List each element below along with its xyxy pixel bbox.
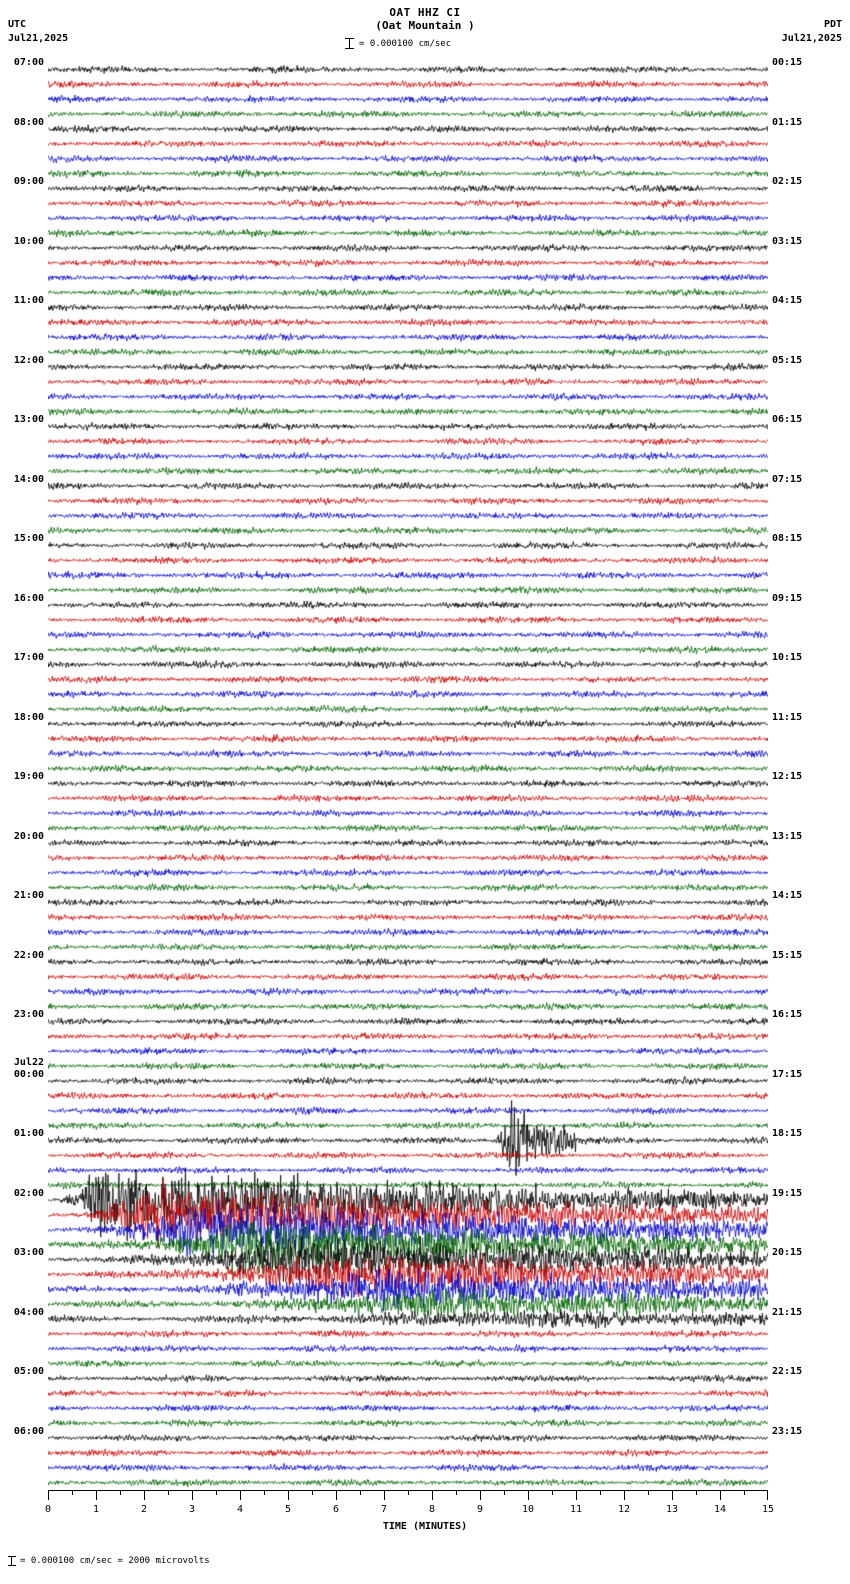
x-axis-tick-label: 2 [140,1504,148,1515]
right-date-label: Jul21,2025 [781,33,842,44]
left-time-axis [0,57,46,1490]
station-title: OAT HHZ CI [389,6,461,19]
x-axis-tick [528,1490,529,1500]
x-axis-tick [384,1490,385,1500]
x-axis-tick-label: 12 [617,1504,631,1515]
left-time-label: 03:00 [13,1247,44,1258]
right-time-label: 12:15 [772,771,803,782]
right-time-label: 06:15 [772,414,803,425]
x-axis-tick-label: 9 [476,1504,484,1515]
x-axis-tick [120,1490,121,1495]
left-time-label: 05:00 [13,1366,44,1377]
x-axis-ticks [48,1490,768,1504]
scale-bar-icon [345,38,354,49]
x-axis-tick [336,1490,337,1500]
x-axis-tick [48,1490,49,1500]
right-time-label: 14:15 [772,890,803,901]
x-axis-tick [288,1490,289,1500]
footer-scale-bar-icon [8,1556,16,1566]
x-axis-tick-label: 0 [44,1504,52,1515]
right-time-label: 04:15 [772,295,803,306]
x-axis-tick [216,1490,217,1495]
x-axis-tick-label: 1 [92,1504,100,1515]
x-axis-tick [672,1490,673,1500]
left-timezone-block [8,18,68,46]
station-name: (Oat Mountain ) [375,19,475,32]
left-time-label: 10:00 [13,235,44,247]
right-time-label: 10:15 [772,652,803,663]
left-time-label: 15:00 [13,533,44,544]
seismogram-plot [48,62,768,1490]
x-axis-tick-label: 7 [380,1504,388,1515]
footer-scale-text: = 0.000100 cm/sec = 2000 microvolts [20,1556,210,1566]
x-axis-tick [600,1490,601,1495]
left-time-label: 17:00 [13,652,44,663]
right-time-axis [770,57,840,1490]
left-time-label: 14:00 [13,473,44,485]
x-axis-tick-label: 13 [665,1504,679,1515]
x-axis-tick [432,1490,433,1500]
left-time-label: 22:00 [13,949,44,961]
left-time-label: 07:00 [13,57,44,68]
scale-legend [345,38,451,49]
right-time-label: 07:15 [772,473,803,485]
chart-header [0,6,850,32]
left-time-label: 18:00 [13,711,44,723]
left-time-label: 00:00 [13,1068,44,1080]
left-time-label: 08:00 [13,116,44,128]
x-axis-tick [744,1490,745,1495]
left-time-label: 20:00 [13,830,44,842]
x-axis-tick [720,1490,721,1500]
x-axis-tick-label: 3 [188,1504,196,1515]
x-axis-tick [408,1490,409,1495]
x-axis-tick [767,1490,768,1500]
x-axis-tick [312,1490,313,1495]
x-axis-tick-label: 10 [521,1504,535,1515]
scale-legend-text: = 0.000100 cm/sec [359,38,452,49]
x-axis-tick [96,1490,97,1500]
x-axis-tick-label: 15 [761,1504,775,1515]
right-timezone-label: PDT [823,19,842,30]
right-time-label: 13:15 [772,830,803,842]
right-time-label: 18:15 [772,1128,803,1139]
x-axis-tick [264,1490,265,1495]
left-time-label: 12:00 [13,354,44,366]
left-time-label: 19:00 [13,771,44,782]
footer-scale [8,1556,210,1566]
x-axis-tick [360,1490,361,1495]
right-time-label: 08:15 [772,533,803,544]
x-axis-tick [168,1490,169,1495]
right-timezone-block [782,18,842,46]
x-axis-tick-label: 11 [569,1504,583,1515]
x-axis-title: TIME (MINUTES) [382,1521,468,1532]
x-axis-tick [696,1490,697,1495]
left-timezone-label: UTC [8,19,27,30]
left-date-label: Jul21,2025 [8,33,69,44]
x-axis-tick [648,1490,649,1495]
right-time-label: 00:15 [772,57,803,68]
left-time-label: 04:00 [13,1306,44,1318]
left-time-label: 23:00 [13,1009,44,1020]
right-time-label: 09:15 [772,592,803,604]
right-time-label: 23:15 [772,1425,803,1437]
right-time-label: 11:15 [772,711,803,723]
x-axis-tick [480,1490,481,1500]
x-axis-tick [576,1490,577,1500]
x-axis-tick-label: 14 [713,1504,727,1515]
left-time-label: 16:00 [13,592,44,604]
left-time-label: 11:00 [13,295,44,306]
x-axis-tick-label: 8 [428,1504,436,1515]
right-time-label: 03:15 [772,235,803,247]
right-time-label: 01:15 [772,116,803,128]
left-time-label: 06:00 [13,1425,44,1437]
x-axis-tick [192,1490,193,1500]
left-time-label: 09:00 [13,176,44,187]
x-axis-tick [624,1490,625,1500]
x-axis-tick [456,1490,457,1495]
left-time-label: 02:00 [13,1187,44,1199]
right-time-label: 17:15 [772,1068,803,1080]
x-axis-tick [240,1490,241,1500]
x-axis-tick [504,1490,505,1495]
right-time-label: 20:15 [772,1247,803,1258]
right-time-label: 02:15 [772,176,803,187]
left-time-label: 21:00 [13,890,44,901]
right-time-label: 16:15 [772,1009,803,1020]
right-time-label: 19:15 [772,1187,803,1199]
right-time-label: 21:15 [772,1306,803,1318]
left-time-label: 13:00 [13,414,44,425]
x-axis-tick-label: 5 [284,1504,292,1515]
x-axis-tick-label: 4 [236,1504,244,1515]
left-time-label: 01:00 [13,1128,44,1139]
x-axis-tick [552,1490,553,1495]
x-axis-tick [72,1490,73,1495]
day-break-label: Jul22 [13,1056,44,1068]
x-axis-tick-label: 6 [332,1504,340,1515]
x-axis-tick [144,1490,145,1500]
right-time-label: 22:15 [772,1366,803,1377]
right-time-label: 15:15 [772,949,803,961]
right-time-label: 05:15 [772,354,803,366]
